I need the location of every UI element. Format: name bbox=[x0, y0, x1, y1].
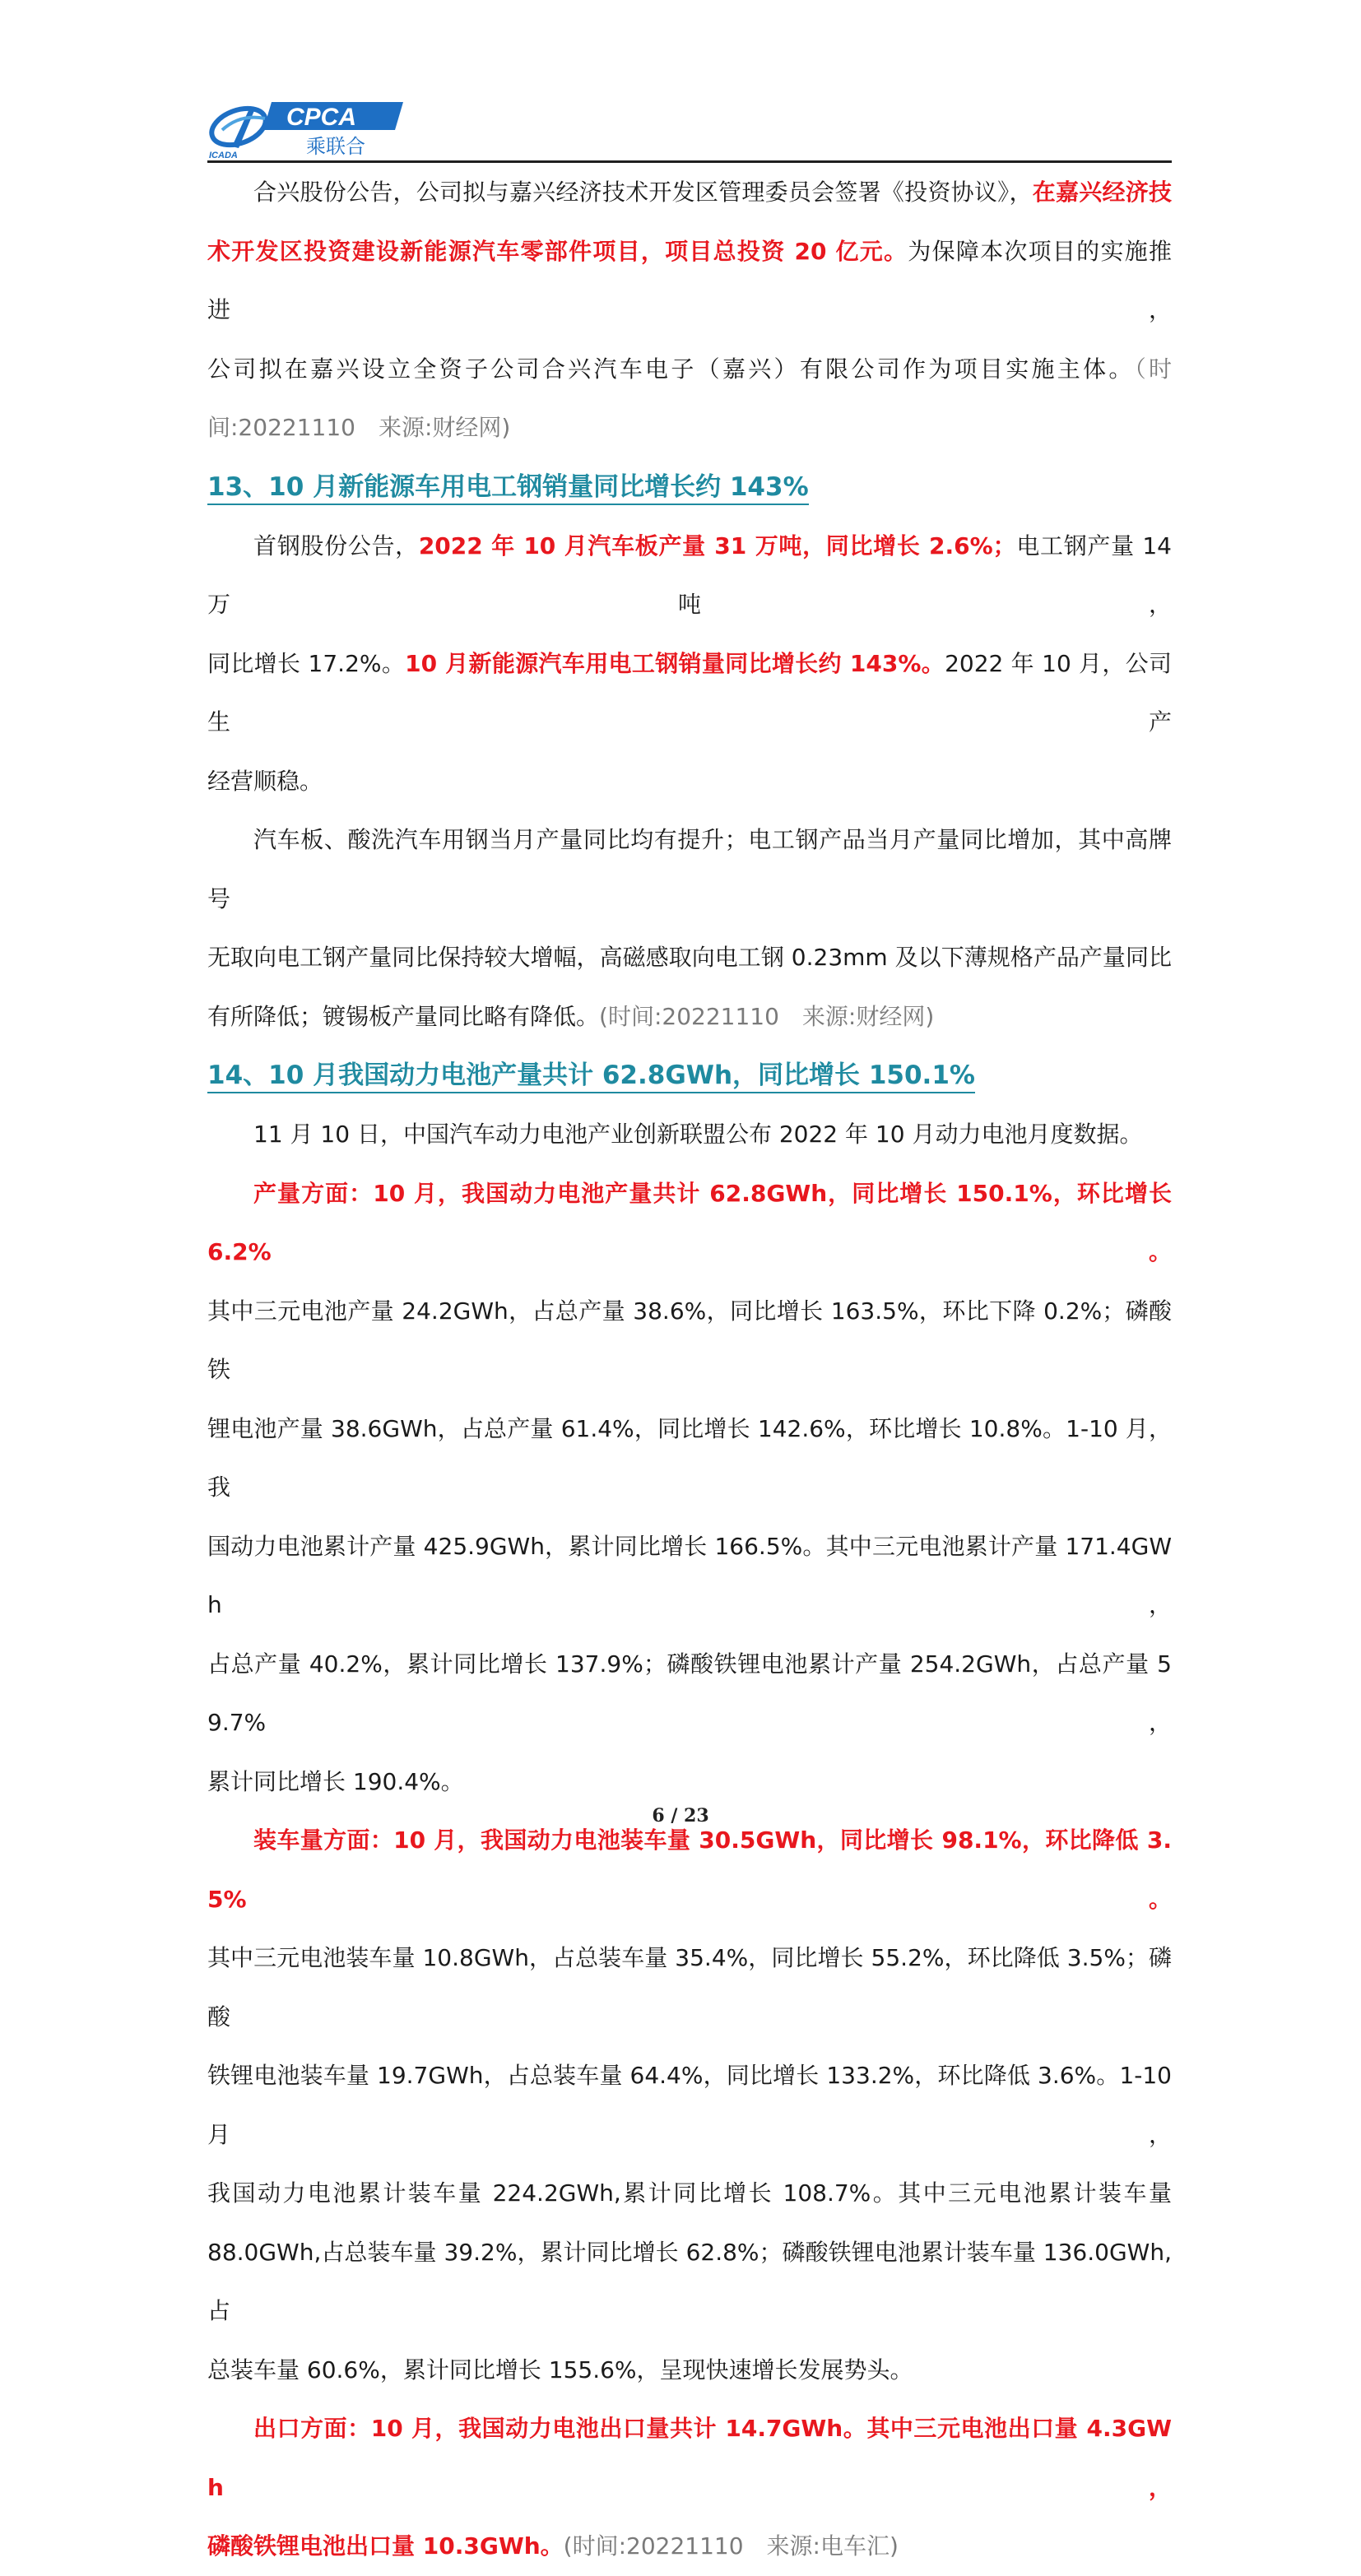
paragraph-export: 出口方面：10 月，我国动力电池出口量共计 14.7GWh。其中三元电池出口量 4.3GWh， bbox=[207, 2415, 1172, 2501]
article-body bbox=[207, 163, 1172, 2576]
paragraph-line: 铁锂电池装车量 19.7GWh，占总装车量 64.4%，同比增长 133.2%，环比降低 3.6%。1-10 月， bbox=[207, 2062, 1172, 2148]
paragraph-line: 国动力电池累计产量 425.9GWh，累计同比增长 166.5%。其中三元电池累计产量 171.4GWh， bbox=[207, 1532, 1172, 1618]
paragraph-alliance: 11 月 10 日，中国汽车动力电池产业创新联盟公布 2022 年 10 月动力电池月度数据。 bbox=[253, 1121, 1143, 1148]
logo-small-text: ICADA bbox=[209, 151, 238, 160]
text-run: 电工钢产量 14 万吨， bbox=[207, 531, 1172, 618]
text-run: 为保障本次项目的实施推进， bbox=[207, 237, 1172, 323]
highlight-text: 术开发区投资建设新能源汽车零部件项目，项目总投资 20 亿元。 bbox=[207, 237, 908, 265]
text-run: 2022 年 10 月，公司生产 bbox=[207, 649, 1172, 736]
text-run: 合兴股份公告，公司拟与嘉兴经济技术开发区管理委员会签署《投资协议》， bbox=[253, 179, 1033, 206]
text-run: 首钢股份公告， bbox=[253, 531, 419, 559]
paragraph-line bbox=[207, 634, 1172, 752]
section-heading-14 bbox=[207, 1046, 1172, 1105]
highlight-text: 在嘉兴经济技 bbox=[1032, 179, 1172, 206]
cpca-logo bbox=[207, 97, 405, 160]
section-heading-13 bbox=[207, 457, 1172, 517]
heading-text: 14、10 月我国动力电池产量共计 62.8GWh，同比增长 150.1% bbox=[207, 1061, 975, 1093]
paragraph-hexing bbox=[207, 163, 1172, 222]
paragraph-shougang bbox=[207, 517, 1172, 634]
paragraph-line: 其中三元电池装车量 10.8GWh，占总装车量 35.4%，同比增长 55.2%，环比降低 3.5%；磷酸 bbox=[207, 1944, 1172, 2031]
highlight-text: 2022 年 10 月汽车板产量 31 万吨，同比增长 2.6%； bbox=[418, 531, 1016, 559]
source-note: (时间:20221110 来源:电车汇) bbox=[563, 2532, 899, 2560]
paragraph-line: 经营顺稳。 bbox=[207, 767, 323, 795]
logo-wordmark: CPCA bbox=[286, 104, 357, 131]
paragraph-line bbox=[207, 222, 1172, 340]
text-run: 有所降低；镀锡板产量同比略有降低。 bbox=[207, 1002, 600, 1030]
paragraph-line: 我国动力电池累计装车量 224.2GWh,累计同比增长 108.7%。其中三元电池累计装车量 bbox=[207, 2179, 1172, 2207]
paragraph-line bbox=[207, 340, 1172, 399]
paragraph-production: 产量方面：10 月，我国动力电池产量共计 62.8GWh，同比增长 150.1%，环比增长 6.2%。 bbox=[207, 1179, 1172, 1265]
text-run: 公司拟在嘉兴设立全资子公司合兴汽车电子（嘉兴）有限公司作为项目实施主体。 bbox=[207, 355, 1135, 383]
paragraph-line bbox=[207, 2517, 1172, 2576]
highlight-text: 10 月新能源汽车用电工钢销量同比增长约 143%。 bbox=[405, 649, 945, 677]
paragraph-line: 无取向电工钢产量同比保持较大增幅，高磁感取向电工钢 0.23mm 及以下薄规格产品产量同比 bbox=[207, 944, 1172, 971]
paragraph-line: 占总产量 40.2%，累计同比增长 137.9%；磷酸铁锂电池累计产量 254.2GWh，占总产量 59.7%， bbox=[207, 1650, 1172, 1736]
paragraph-line: 其中三元电池产量 24.2GWh，占总产量 38.6%，同比增长 163.5%，环比下降 0.2%；磷酸铁 bbox=[207, 1297, 1172, 1383]
source-note: (时间:20221110 来源:财经网) bbox=[599, 1002, 935, 1030]
paragraph-line bbox=[207, 987, 1172, 1047]
paragraph-line: 累计同比增长 190.4%。 bbox=[207, 1767, 464, 1795]
logo-subtext: 乘联合 bbox=[306, 135, 365, 158]
highlight-text: 磷酸铁锂电池出口量 10.3GWh。 bbox=[207, 2532, 564, 2560]
page-header bbox=[207, 97, 1172, 160]
text-run: 同比增长 17.2%。 bbox=[207, 649, 406, 677]
paragraph-line: 总装车量 60.6%，累计同比增长 155.6%，呈现快速增长发展势头。 bbox=[207, 2356, 913, 2383]
paragraph-line: 88.0GWh,占总装车量 39.2%，累计同比增长 62.8%；磷酸铁锂电池累计装车量 136.0GWh,占 bbox=[207, 2238, 1172, 2324]
heading-text: 13、10 月新能源车用电工钢销量同比增长约 143% bbox=[207, 472, 809, 505]
source-note: 间:20221110 来源:财经网) bbox=[207, 414, 511, 441]
paragraph-steel-products: 汽车板、酸洗汽车用钢当月产量同比均有提升；电工钢产品当月产量同比增加，其中高牌号 bbox=[207, 826, 1172, 912]
source-note: （时 bbox=[1134, 355, 1172, 383]
paragraph-line: 锂电池产量 38.6GWh，占总产量 61.4%，同比增长 142.6%，环比增长 10.8%。1-10 月，我 bbox=[207, 1414, 1172, 1501]
page-number: 6 / 23 bbox=[652, 1805, 709, 1826]
paragraph-installation: 装车量方面：10 月，我国动力电池装车量 30.5GWh，同比增长 98.1%，环比降低 3.5%。 bbox=[207, 1826, 1172, 1913]
